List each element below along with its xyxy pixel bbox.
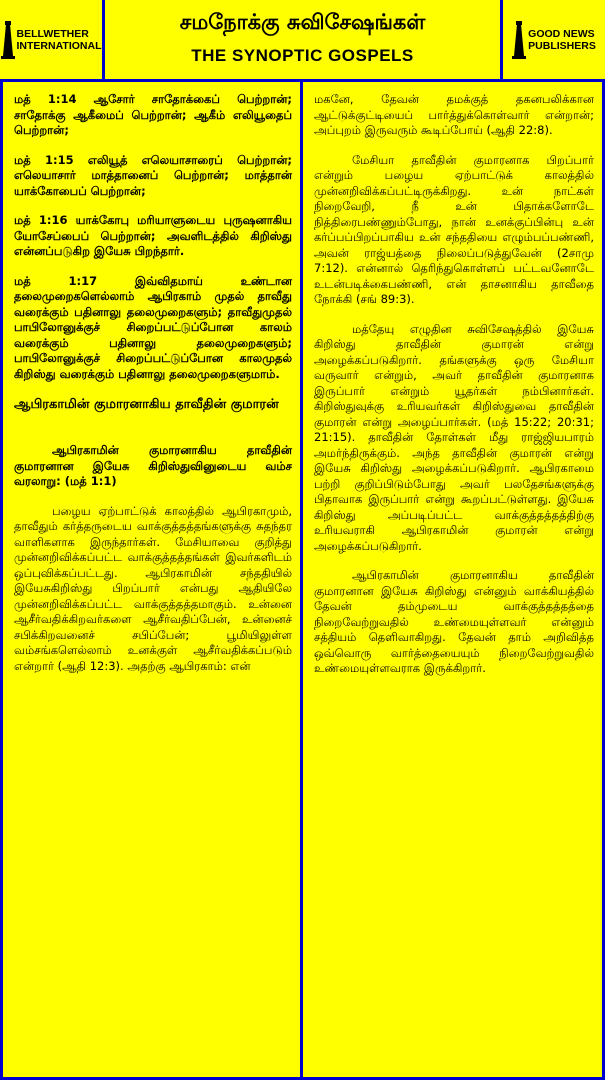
verse-1-17: மத் 1:17 இவ்விதமாய் உண்டான தலைமுறைகளெல்லாம் ஆபிரகாம் முதல் தாவீது வரைக்கும் பதினாலு தலைமுறைகளும்; தாவீதுமுதல் பாபிலோனுக்குச் சிறைப்பட்டுப்போன காலம் வரைக்கும் பதினாலு தலைமுறைகளும்; பாபிலோனுக்குச் சிறைப்பட்டுப்போன காலமுதல் கிறிஸ்து வரைக்கும் பதினாலு தலைமுறைகளுமாம். [14,273,292,381]
body-paragraph: பழைய ஏற்பாட்டுக் காலத்தில் ஆபிரகாமும், தாவீதும் கர்த்தருடைய வாக்குத்தத்தங்களுக்கு சுதந்தர வாளிகளாக இருந்தார்கள். மேசியாவை குறித்து முன்னறிவிக்கப்பட்ட வாக்குத்தத்தங்கள் இவர்களிடம் ஒப்புவிக்கப்பட்டது. ஆபிரகாமின் சந்ததியில் இயேசுகிறிஸ்து பிறப்பார் என்பது ஆதியிலே முன்னறிவிக்கப்பட்ட வாக்குத்தத்தமாகும். உன்னை ஆசீர்வதிக்கிறவர்களை ஆசீர்வதிப்பேன், உன்னைச் சபிக்கிறவனைச் சபிப்பேன்; பூமியிலுள்ள வம்சங்களெல்லாம் உனக்குள் ஆசீர்வதிக்கப்படும் என்றார் (ஆதி 12:3). அதற்கு ஆபிரகாம்: என் [14,503,292,673]
good-news-logo [500,0,605,79]
lighthouse-icon [1,20,15,60]
right-column [314,92,594,691]
body-paragraph: மகனே, தேவன் தமக்குத் தகனபலிக்கான ஆட்டுக்குட்டியைப் பார்த்துக்கொள்வார் என்றான்; அப்புறம் இருவரும் கூடிப்போய் (ஆதி 22:8). [314,92,594,137]
lighthouse-icon [512,20,526,60]
body-paragraph: ஆபிரகாமின் குமாரனாகிய தாவீதின் குமாரனான இயேசு கிறிஸ்து என்னும் வாக்கியத்தில் தேவன் தம்முடைய வாக்குத்தத்தத்தை நிறைவேற்றுவதில் உண்மையுள்ளவர் என்னும் சத்தியம் தெளிவாகிறது. தேவன் தாம் அறிவித்த ஒவ்வொரு வார்த்தையையும் நிறைவேற்றுவதில் உண்மையுள்ளவராக இருக்கிறார். [314,568,594,675]
verse-1-14: மத் 1:14 ஆசோர் சாதோக்கைப் பெற்றான்; சாதோக்கு ஆகீமைப் பெற்றான்; ஆகீம் எலியூதைப் பெற்றான்; [14,92,292,137]
title-box [105,0,500,79]
section-heading: ஆபிரகாமின் குமாரனாகிய தாவீதின் குமாரன் [14,397,279,412]
column-divider [300,79,303,1080]
body-paragraph: மேசியா தாவீதின் குமாரனாக பிறப்பார் என்றும் பழைய ஏற்பாட்டுக் காலத்தில் முன்னறிவிக்கப்பட்டிருக்கிறது. உன் நாட்கள் நிறைவேறி, நீ உன் பிதாக்களோடே நித்திரைபண்ணும்போது, நான் உனக்குப்பின்பு உன் கர்ப்பப்பிறப்பாகிய உன் சந்ததியை எழும்பப்பண்ணி, அவன் ராஜ்யத்தை நிலைப்படுத்துவேன் (2சாமு 7:12). என்னால் தெரிந்துகொள்ளப் பட்டவனோடே உடன்படிக்கைபண்ணி, என் தாசனாகிய தாவீதை நோக்கி (சங் 89:3). [314,152,594,306]
page-title-english: THE SYNOPTIC GOSPELS [191,46,414,65]
section-subheading: ஆபிரகாமின் குமாரனாகிய தாவீதின் குமாரனான இயேசு கிறிஸ்துவினுடைய வம்ச வரலாறு: (மத் 1:1) [14,443,292,488]
bellwether-logo [0,0,105,79]
verse-1-15: மத் 1:15 எலியூத் எலெயாசாரைப் பெற்றான்; எலெயாசார் மாத்தானைப் பெற்றான்; மாத்தான் யாக்கோபைப் பெற்றான்; [14,152,292,198]
verse-1-16: மத் 1:16 யாக்கோபு மரியாளுடைய புருஷனாகிய யோசேப்பைப் பெற்றான்; அவளிடத்தில் கிறிஸ்து என்னப்படுகிற இயேசு பிறந்தார். [14,213,292,258]
body-paragraph: மத்தேயு எழுதின சுவிசேஷத்தில் இயேசு கிறிஸ்து தாவீதின் குமாரன் என்று அழைக்கப்படுகிறார். தங்களுக்கு ஒரு மேசியா வருவார் என்றும், அவர் தாவீதின் குமாரனாக இருப்பார் என்றும் யூதர்கள் நம்பினார்கள். கிறிஸ்துவுக்கு உரியவர்கள் கிறிஸ்துவை தாவீதின் குமாரன் என்று அழைப்பார்கள். (மத் 15:22; 20:31; 21:15). தாவீதின் தோள்கள் மீது ராஜ்ஜியபாரம் அமர்ந்திருக்கும். அந்த தாவீதின் குமாரன் என்று இயேசு கிறிஸ்து அழைக்கப்படுகிறார். ஆபிரகாமை பற்றி குறிப்பிடும்போது அவர் பலதேசங்களுக்கு பிதாவாக இருப்பார் என்று கூறப்பட்டுள்ளது. இயேசு கிறிஸ்து அப்படிப்பட்ட வாக்குத்தத்தத்திற்கு உரியவராகி ஆபிரகாமின் குமாரன் என்று அழைக்கப்படுகிறார். [314,321,594,553]
left-column [14,92,292,688]
right-logo-line-1: GOOD NEWS [528,27,595,40]
right-logo-line-2: PUBLISHERS [528,39,596,52]
page-title-tamil: சமநோக்கு சுவிசேஷங்கள் [179,10,426,34]
left-logo-line-1: BELLWETHER [16,27,89,40]
header [0,0,605,82]
left-logo-line-2: INTERNATIONAL [16,39,102,52]
